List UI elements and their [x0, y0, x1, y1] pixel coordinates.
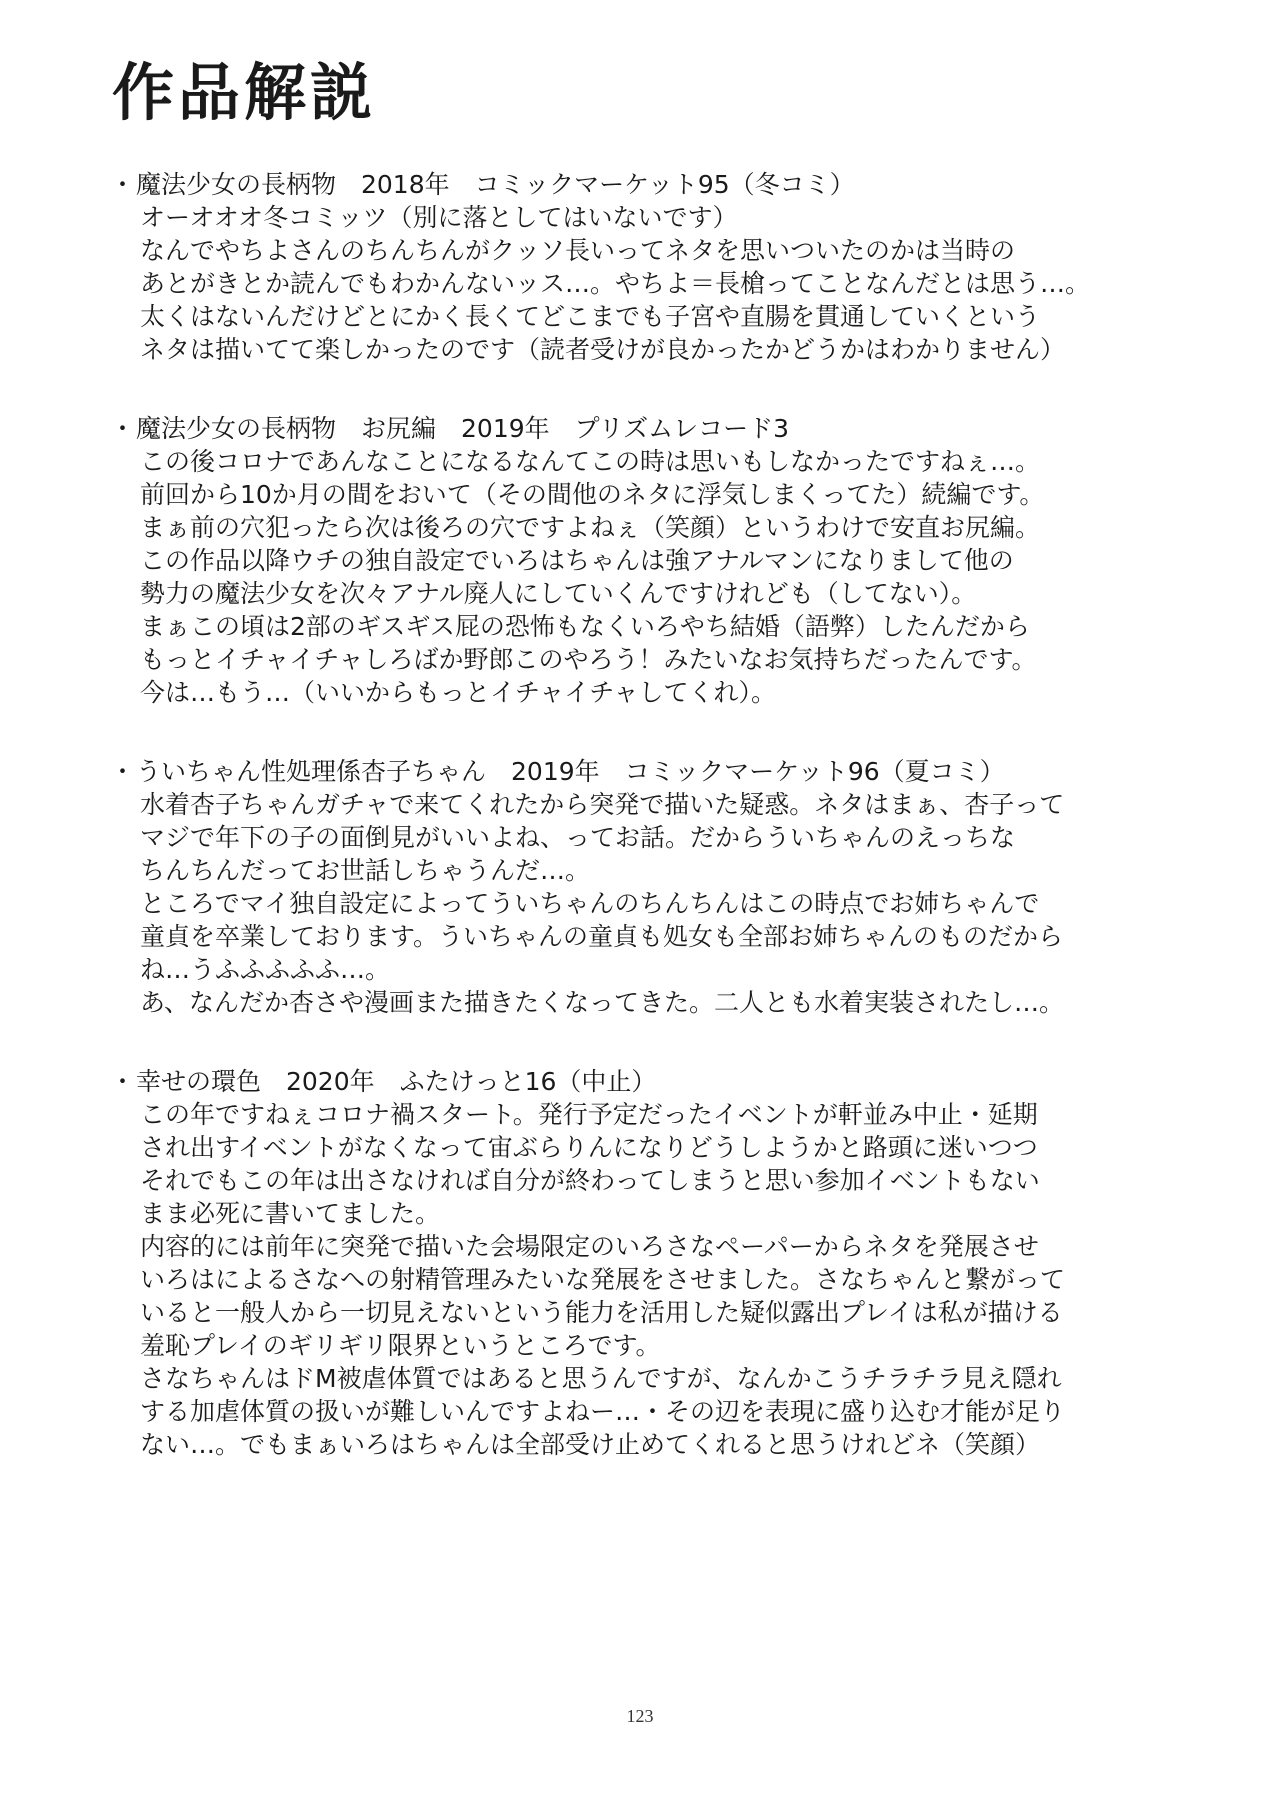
entry-line: 水着杏子ちゃんガチャで来てくれたから突発で描いた疑惑。ネタはまぁ、杏子って: [140, 790, 1065, 819]
entry-heading: [110, 755, 1250, 788]
entry-body: [120, 201, 1250, 366]
entry-line: さなちゃんはドM被虐体質ではあると思うんですが、なんかこうチラチラ見え隠れ: [140, 1364, 1062, 1393]
entry-line: する加虐体質の扱いが難しいんですよねー…・その辺を表現に盛り込む才能が足り: [140, 1397, 1066, 1426]
entry-line: ない…。でもまぁいろはちゃんは全部受け止めてくれると思うけれどネ（笑顔）: [140, 1430, 1041, 1459]
entry-line: 太くはないんだけどとにかく長くてどこまでも子宮や直腸を貫通していくという: [140, 302, 1041, 331]
entry-line: あとがきとか読んでもわかんないッス…。やちよ＝長槍ってことなんだとは思う…。: [140, 269, 1091, 298]
entry-3: [110, 755, 1250, 1019]
entry-heading: [110, 412, 1250, 445]
entry-body: [120, 1098, 1250, 1461]
page-number: 123: [626, 1706, 654, 1726]
entry-heading-text: ういちゃん性処理係杏子ちゃん 2019年 コミックマーケット96（夏コミ）: [136, 757, 1005, 786]
entry-line: ところでマイ独自設定によってういちゃんのちんちんはこの時点でお姉ちゃんで: [140, 889, 1040, 918]
bullet-mark: ・: [110, 414, 136, 443]
entry-line: マジで年下の子の面倒見がいいよね、ってお話。だからういちゃんのえっちな: [140, 823, 1016, 852]
entry-heading-text: 幸せの環色 2020年 ふたけっと16（中止）: [136, 1067, 657, 1096]
entry-line: もっとイチャイチャしろばか野郎このやろう！みたいなお気持ちだったんです。: [140, 645, 1037, 674]
entry-heading: [110, 168, 1250, 201]
entry-line: オーオオオ冬コミッツ（別に落としてはいないです）: [140, 203, 738, 232]
entry-line: 前回から10か月の間をおいて（その間他のネタに浮気しまくってた）続編です。: [140, 480, 1045, 509]
entry-line: ね…うふふふふふ…。: [140, 955, 391, 984]
entry-line: ちんちんだってお世話しちゃうんだ…。: [140, 856, 591, 885]
entry-line: いると一般人から一切見えないという能力を活用した疑似露出プレイは私が描ける: [140, 1298, 1063, 1327]
entry-line: まぁこの頃は2部のギスギス屁の恐怖もなくいろやち結婚（語弊）したんだから: [140, 612, 1030, 641]
bullet-mark: ・: [110, 170, 136, 199]
entry-line: いろはによるさなへの射精管理みたいな発展をさせました。さなちゃんと繋がって: [140, 1265, 1066, 1294]
entry-line: まぁ前の穴犯ったら次は後ろの穴ですよねぇ（笑顔）というわけで安直お尻編。: [140, 513, 1041, 542]
entry-line: この後コロナであんなことになるなんてこの時は思いもしなかったですねぇ…。: [140, 447, 1041, 476]
entry-line: この年ですねぇコロナ禍スタート。発行予定だったイベントが軒並み中止・延期: [140, 1100, 1038, 1129]
entry-line: 勢力の魔法少女を次々アナル廃人にしていくんですけれども（してない）。: [140, 579, 977, 608]
entry-line: 内容的には前年に突発で描いた会場限定のいろさなペーパーからネタを発展させ: [140, 1232, 1039, 1261]
entry-4: [110, 1065, 1250, 1461]
entry-line: あ、なんだか杏さや漫画また描きたくなってきた。二人とも水着実装されたし…。: [140, 988, 1065, 1017]
entry-line: 童貞を卒業しております。ういちゃんの童貞も処女も全部お姉ちゃんのものだから: [140, 922, 1064, 951]
entry-line: それでもこの年は出さなければ自分が終わってしまうと思い参加イベントもない: [140, 1166, 1040, 1195]
work-commentary-list: [110, 168, 1250, 1461]
entry-body: [120, 445, 1250, 709]
entry-line: まま必死に書いてました。: [140, 1199, 441, 1228]
entry-heading: [110, 1065, 1250, 1098]
page-title: 作品解説: [112, 56, 377, 129]
entry-line: 今は…もう…（いいからもっとイチャイチャしてくれ）。: [140, 678, 777, 707]
entry-2: [110, 412, 1250, 709]
entry-1: [110, 168, 1250, 366]
entry-line: この作品以降ウチの独自設定でいろはちゃんは強アナルマンになりまして他の: [140, 546, 1014, 575]
entry-heading-text: 魔法少女の長柄物 2018年 コミックマーケット95（冬コミ）: [136, 170, 855, 199]
entry-heading-text: 魔法少女の長柄物 お尻編 2019年 プリズムレコード3: [136, 414, 790, 443]
entry-body: [120, 788, 1250, 1019]
bullet-mark: ・: [110, 757, 136, 786]
entry-line: なんでやちよさんのちんちんがクッソ長いってネタを思いついたのかは当時の: [140, 236, 1016, 265]
entry-line: 羞恥プレイのギリギリ限界というところです。: [140, 1331, 661, 1360]
entry-line: され出すイベントがなくなって宙ぶらりんになりどうしようかと路頭に迷いつつ: [140, 1133, 1038, 1162]
entry-line: ネタは描いてて楽しかったのです（読者受けが良かったかどうかはわかりません）: [140, 335, 1066, 364]
bullet-mark: ・: [110, 1067, 136, 1096]
